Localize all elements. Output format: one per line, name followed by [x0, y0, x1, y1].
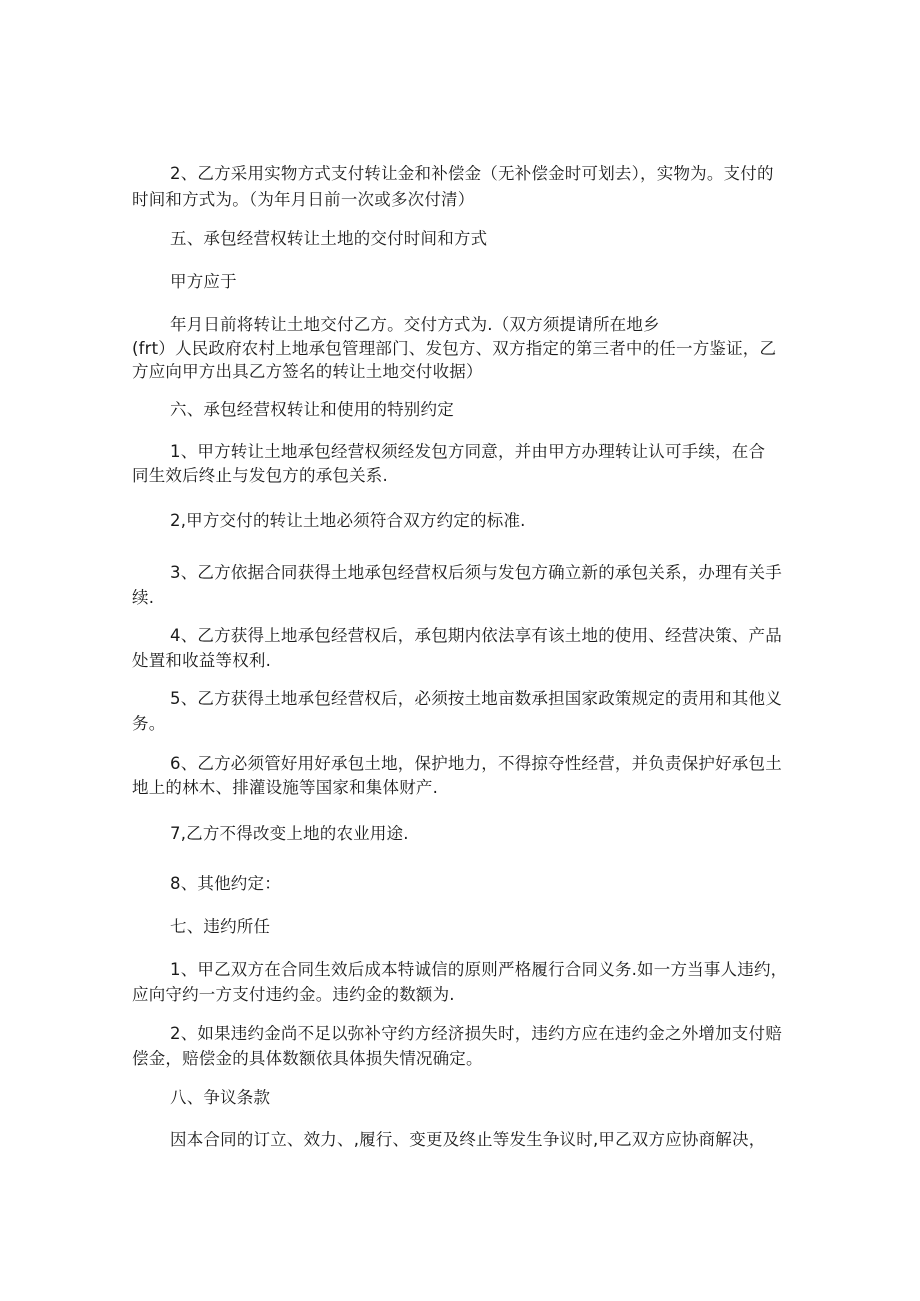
- clause-6-3-line-2: 续.: [132, 588, 155, 607]
- clause-6-5-line-2: 务。: [132, 714, 166, 733]
- clause-6-1-line-1: 1、甲方转让土地承包经营权须经发包方同意，并由甲方办理转让认可手续，在合: [170, 442, 766, 461]
- clause-6-2: 2,甲方交付的转让土地必须符合双方约定的标准.: [170, 511, 526, 530]
- clause-7-1-line-2: 应向守约一方支付违约金。违约金的数额为.: [132, 985, 455, 1004]
- paragraph-delivery-line-3: 方应向甲方出具乙方签名的转让土地交付收据）: [132, 362, 483, 381]
- paragraph-delivery-intro: 甲方应于: [170, 272, 237, 291]
- clause-6-5-line-1: 5、乙方获得土地承包经营权后，必须按土地亩数承担国家政策规定的责用和其他义: [170, 689, 782, 708]
- clause-7-1-line-1: 1、甲乙双方在合同生效后成本特诚信的原则严格履行合同义务.如一方当事人违约，: [170, 960, 788, 979]
- paragraph-delivery-line-2: (frt）人民政府农村上地承包管理部门、发包方、双方指定的第三者中的任一方鉴证，乙: [132, 339, 777, 358]
- section-5-heading: 五、承包经营权转让土地的交付时间和方式: [170, 229, 488, 248]
- clause-7-2-line-1: 2、如果违约金尚不足以弥补守约方经济损失时，违约方应在违约金之外增加支付赔: [170, 1024, 782, 1043]
- clause-6-3-line-1: 3、乙方依据合同获得土地承包经营权后须与发包方确立新的承包关系，办理有关手: [170, 563, 782, 582]
- section-8-heading: 八、争议条款: [170, 1088, 271, 1107]
- section-7-heading: 七、违约所任: [170, 917, 271, 936]
- paragraph-2-payment-line-2: 时间和方式为。（为年月日前一次或多次付清）: [132, 190, 475, 209]
- clause-6-6-line-2: 地上的林木、排灌设施等国家和集体财产.: [132, 778, 439, 797]
- clause-6-4-line-1: 4、乙方获得上地承包经营权后，承包期内依法享有该土地的使用、经营决策、产品: [170, 626, 782, 645]
- clause-6-8: 8、其他约定：: [170, 874, 281, 893]
- clause-6-7: 7,乙方不得改变上地的农业用途.: [170, 824, 409, 843]
- clause-6-4-line-2: 处置和收益等权利.: [132, 651, 272, 670]
- paragraph-delivery-line-1: 年月日前将转让土地交付乙方。交付方式为.（双方须提请所在地乡: [170, 315, 660, 334]
- paragraph-2-payment-line-1: 2、乙方采用实物方式支付转让金和补偿金（无补偿金时可划去），实物为。支付的: [170, 164, 774, 183]
- clause-6-1-line-2: 同生效后终止与发包方的承包关系.: [132, 466, 388, 485]
- dispute-clause-line-1: 因本合同的订立、效力、,履行、变更及终止等发生争议时,甲乙双方应协商解决，: [170, 1130, 766, 1149]
- section-6-heading: 六、承包经营权转让和使用的特别约定: [170, 400, 454, 419]
- clause-6-6-line-1: 6、乙方必须管好用好承包土地，保护地力，不得掠夺性经营，并负责保护好承包土: [170, 754, 782, 773]
- clause-7-2-line-2: 偿金，赔偿金的具体数额依具体损失情况确定。: [132, 1049, 483, 1068]
